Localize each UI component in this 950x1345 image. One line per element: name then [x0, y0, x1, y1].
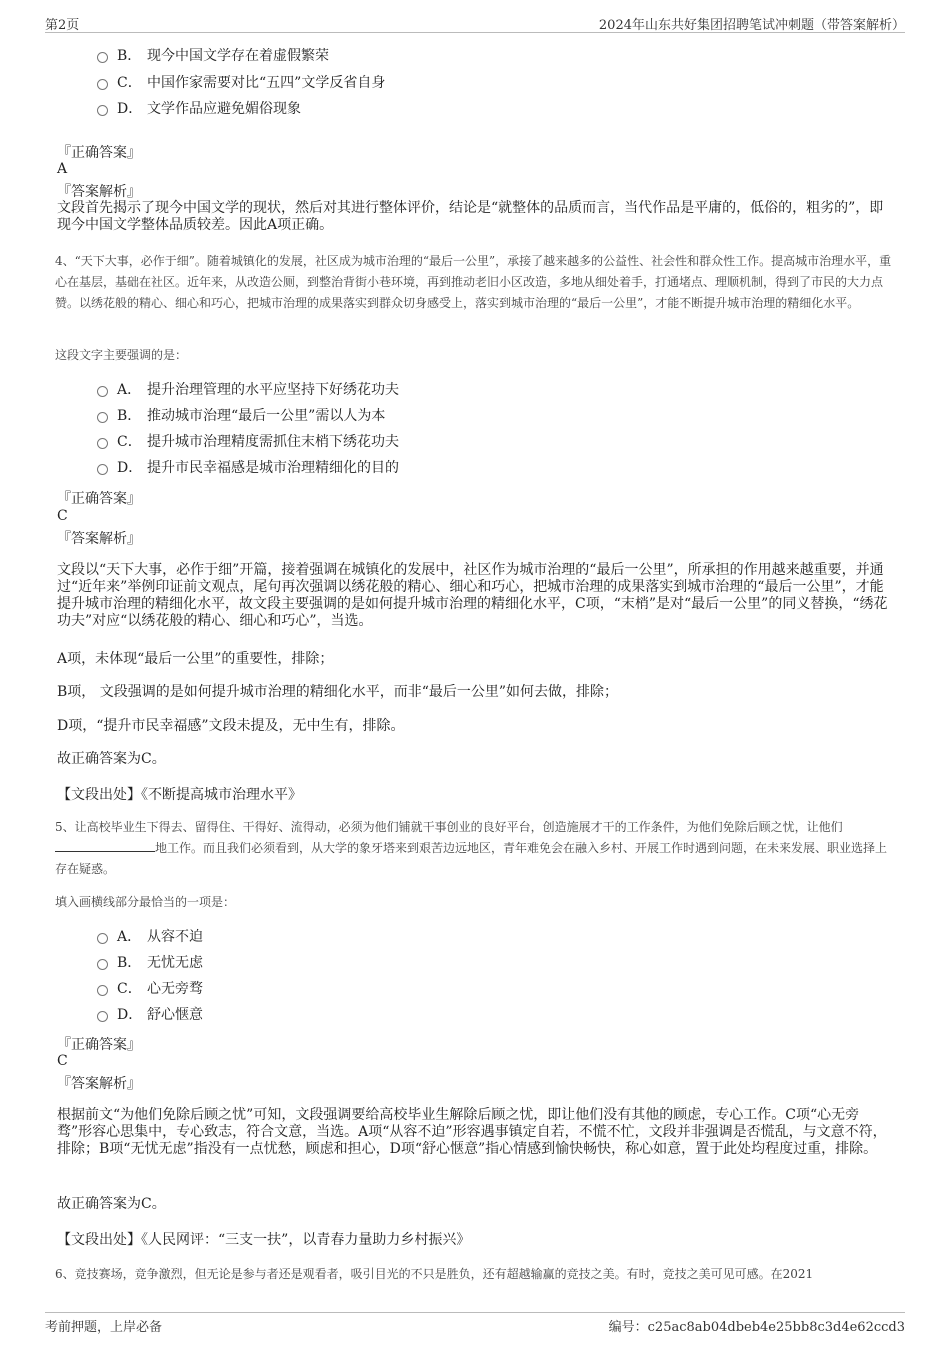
q5-option-d[interactable]: D． 舒心惬意	[97, 1004, 203, 1026]
q4-analysis-main: 文段以“天下大事，必作于细”开篇，接着强调在城镇化的发展中，社区作为城市治理的“最后一公里”，所承担的作用越来越重要，并通过“近年来”举例印证前文观点，尾句再次强调以绣花般的精心、细心和巧心，把城市治理的成果落实到城市治理的“最后一公里”，才能提升城市治理的精细化水平，故文段主要强调的是如何提升城市治理的精细化水平，C项，“末梢”是对“最后一公里”的同义替换，“绣花功夫”对应“以绣花般的精心、细心和巧心”，当选。	[57, 562, 888, 629]
q4-stem: 4、“天下大事，必作于细”。随着城镇化的发展，社区成为城市治理的“最后一公里”，承接了越来越多的公益性、社会性和群众性工作。提高城市治理水平，重心在基层，基础在社区。近年来，从改造公厕，到整治背街小巷环境，再到推动老旧小区改造，多地从细处着手，打通堵点、理顺机制，得到了市民的大力点赞。以绣花般的精心、细心和巧心，把城市治理的成果落实到群众切身感受上，落实到城市治理的“最后一公里”，才能不断提升城市治理的精细化水平。	[55, 254, 892, 310]
q4-analysis-d: D项，“提升市民幸福感”文段未提及，无中生有，排除。	[57, 718, 405, 734]
q5-analysis-main: 根据前文“为他们免除后顾之忧”可知，文段强调要给高校毕业生解除后顾之忧，即让他们没有其他的顾虑，专心工作。C项“心无旁骛”形容心思集中，专心致志，符合文意，当选。A项“从容不迫”形容遇事镇定自若，不慌不忙，文段并非强调是否慌乱，与文意不符，排除；B项“无忧无虑”指没有一点忧愁，顾虑和担心，D项“舒心惬意”指心情感到愉快畅快，称心如意，置于此处均程度过重，排除。	[57, 1107, 887, 1157]
radio-icon[interactable]	[97, 412, 108, 423]
q5-option-c[interactable]: C． 心无旁骛	[97, 978, 203, 1000]
q4-option-d[interactable]: D． 提升市民幸福感是城市治理精细化的目的	[97, 457, 399, 479]
q3-analysis: 文段首先揭示了现今中国文学的现状，然后对其进行整体评价，结论是“就整体的品质而言，当代作品是平庸的，低俗的，粗劣的”，即现今中国文学整体品质较差。因此A项正确。	[57, 200, 884, 233]
q3-answer: A	[57, 161, 68, 177]
q4-analysis-a: A项，未体现“最后一公里”的重要性，排除；	[57, 651, 334, 667]
q3-option-c[interactable]: C． 中国作家需要对比“五四”文学反省自身	[97, 72, 385, 94]
page-number: 第2页	[45, 18, 80, 33]
q5-prompt: 填入画横线部分最恰当的一项是：	[55, 895, 236, 909]
q5-source: 【文段出处】《人民网评：“三支一扶”，以青春力量助力乡村振兴》	[57, 1232, 471, 1248]
q4-option-c[interactable]: C． 提升城市治理精度需抓住末梢下绣花功夫	[97, 431, 399, 453]
document-title: 2024年山东共好集团招聘笔试冲刺题（带答案解析）	[598, 18, 905, 33]
q4-analysis-conclusion: 故正确答案为C。	[57, 751, 166, 767]
q5-answer: C	[57, 1053, 68, 1069]
q4-analysis-label: 『答案解析』	[57, 531, 141, 547]
q5-analysis-label: 『答案解析』	[57, 1076, 141, 1092]
q5-analysis-conclusion: 故正确答案为C。	[57, 1196, 166, 1212]
page-footer	[45, 1312, 905, 1333]
q5-answer-label: 『正确答案』	[57, 1037, 141, 1053]
q5-option-a[interactable]: A． 从容不迫	[97, 926, 203, 948]
q4-analysis-b: B项， 文段强调的是如何提升城市治理的精细化水平，而非“最后一公里”如何去做，排除；	[57, 684, 619, 700]
document-code: 编号：c25ac8ab04dbeb4e25bb8c3d4e62ccd3	[608, 1320, 905, 1335]
radio-icon[interactable]	[97, 79, 108, 90]
q5-option-b[interactable]: B． 无忧无虑	[97, 952, 203, 974]
radio-icon[interactable]	[97, 464, 108, 475]
page-header	[45, 12, 905, 33]
radio-icon[interactable]	[97, 1011, 108, 1022]
radio-icon[interactable]	[97, 438, 108, 449]
q3-option-d[interactable]: D． 文学作品应避免媚俗现象	[97, 98, 301, 120]
fill-blank	[55, 839, 155, 852]
radio-icon[interactable]	[97, 985, 108, 996]
q3-analysis-label: 『答案解析』	[57, 184, 141, 200]
radio-icon[interactable]	[97, 105, 108, 116]
radio-icon[interactable]	[97, 933, 108, 944]
q6-stem: 6、竞技赛场，竞争激烈，但无论是参与者还是观看者，吸引目光的不只是胜负，还有超越输赢的竞技之美。有时，竞技之美可见可感。在2021	[55, 1267, 814, 1281]
footer-slogan: 考前押题，上岸必备	[45, 1320, 163, 1335]
radio-icon[interactable]	[97, 52, 108, 63]
q5-stem: 5、让高校毕业生下得去、留得住、干得好、流得动，必须为他们铺就干事创业的良好平台，创造施展才干的工作条件，为他们免除后顾之忧，让他们地工作。而且我们必须看到，从大学的象牙塔来到艰苦边远地区，青年难免会在融入乡村、开展工作时遇到问题，在未来发展、职业选择上存在疑惑。	[55, 820, 888, 876]
q4-answer-label: 『正确答案』	[57, 491, 141, 507]
q4-option-b[interactable]: B． 推动城市治理“最后一公里”需以人为本	[97, 405, 385, 427]
q4-option-a[interactable]: A． 提升治理管理的水平应坚持下好绣花功夫	[97, 379, 399, 401]
q4-answer: C	[57, 508, 68, 524]
q4-prompt: 这段文字主要强调的是：	[55, 348, 188, 362]
q3-option-b[interactable]: B． 现今中国文学存在着虚假繁荣	[97, 45, 329, 67]
q3-answer-label: 『正确答案』	[57, 145, 141, 161]
radio-icon[interactable]	[97, 386, 108, 397]
q4-source: 【文段出处】《不断提高城市治理水平》	[57, 787, 302, 803]
radio-icon[interactable]	[97, 959, 108, 970]
